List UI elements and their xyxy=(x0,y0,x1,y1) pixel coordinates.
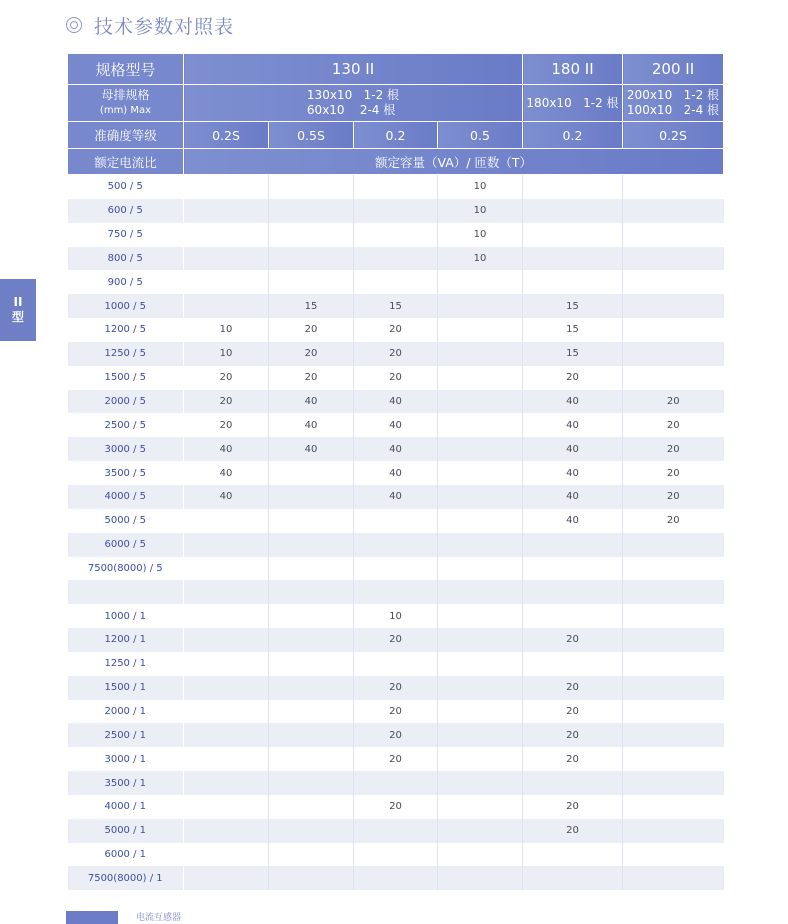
value-cell xyxy=(354,866,438,890)
value-cell: 40 xyxy=(354,485,438,509)
value-cell xyxy=(438,700,523,724)
value-cell xyxy=(623,557,724,581)
value-cell xyxy=(438,580,523,604)
value-cell: 15 xyxy=(523,342,623,366)
ratio-cell: 1250 / 5 xyxy=(68,342,184,366)
table-row xyxy=(68,628,724,652)
value-cell xyxy=(623,223,724,247)
table-row xyxy=(68,437,724,461)
value-cell xyxy=(438,509,523,533)
value-cell xyxy=(184,223,269,247)
value-cell xyxy=(184,509,269,533)
value-cell xyxy=(523,843,623,867)
value-cell: 40 xyxy=(523,437,623,461)
value-cell xyxy=(269,461,354,485)
ratio-cell: 7500(8000) / 1 xyxy=(68,866,184,890)
table-row xyxy=(68,509,724,533)
table-row xyxy=(68,652,724,676)
ratio-cell: 800 / 5 xyxy=(68,247,184,271)
busbar-label-cell xyxy=(68,85,184,122)
table-row xyxy=(68,843,724,867)
value-cell xyxy=(438,342,523,366)
value-cell xyxy=(523,580,623,604)
table-body xyxy=(68,175,724,891)
value-cell xyxy=(184,270,269,294)
value-cell xyxy=(438,270,523,294)
value-cell xyxy=(269,223,354,247)
value-cell xyxy=(269,866,354,890)
value-cell xyxy=(269,604,354,628)
value-cell xyxy=(623,342,724,366)
value-cell xyxy=(184,557,269,581)
table-row xyxy=(68,557,724,581)
ratio-cell: 2500 / 5 xyxy=(68,413,184,437)
value-cell: 20 xyxy=(354,342,438,366)
ratio-cell: 3000 / 5 xyxy=(68,437,184,461)
value-cell xyxy=(523,533,623,557)
value-cell: 20 xyxy=(523,676,623,700)
table-row xyxy=(68,700,724,724)
value-cell xyxy=(523,247,623,271)
value-cell xyxy=(623,366,724,390)
accuracy-class: 0.2 xyxy=(354,122,438,149)
accuracy-class: 0.2S xyxy=(184,122,269,149)
value-cell xyxy=(438,485,523,509)
value-cell xyxy=(269,819,354,843)
value-cell xyxy=(523,270,623,294)
value-cell: 20 xyxy=(623,390,724,414)
page-title-text: 技术参数对照表 xyxy=(94,15,235,38)
ratio-cell: 1500 / 1 xyxy=(68,676,184,700)
value-cell: 20 xyxy=(354,723,438,747)
value-cell xyxy=(438,461,523,485)
value-cell: 20 xyxy=(523,366,623,390)
value-cell xyxy=(623,318,724,342)
ratio-cell: 3500 / 1 xyxy=(68,771,184,795)
value-cell: 20 xyxy=(623,413,724,437)
value-cell xyxy=(354,533,438,557)
ratio-cell: 4000 / 5 xyxy=(68,485,184,509)
value-cell: 10 xyxy=(438,199,523,223)
busbar-label: 母排规格 xyxy=(101,88,150,102)
header-row-model xyxy=(68,54,724,85)
value-cell xyxy=(269,270,354,294)
value-cell: 20 xyxy=(354,795,438,819)
value-cell: 20 xyxy=(269,318,354,342)
model-200: 200 II xyxy=(623,54,724,85)
value-cell xyxy=(438,604,523,628)
value-cell: 20 xyxy=(623,461,724,485)
value-cell xyxy=(354,270,438,294)
value-cell xyxy=(623,700,724,724)
value-cell xyxy=(523,866,623,890)
table-row xyxy=(68,294,724,318)
value-cell xyxy=(269,652,354,676)
value-cell xyxy=(354,247,438,271)
value-cell: 10 xyxy=(438,247,523,271)
table-row xyxy=(68,533,724,557)
value-cell: 40 xyxy=(184,485,269,509)
value-cell xyxy=(269,795,354,819)
ratio-cell: 7500(8000) / 5 xyxy=(68,557,184,581)
accuracy-class: 0.5 xyxy=(438,122,523,149)
value-cell xyxy=(269,723,354,747)
value-cell xyxy=(354,175,438,199)
value-cell: 15 xyxy=(269,294,354,318)
header-row-accuracy xyxy=(68,122,724,149)
value-cell xyxy=(623,771,724,795)
value-cell: 40 xyxy=(354,390,438,414)
side-tab xyxy=(0,279,36,341)
value-cell: 20 xyxy=(184,366,269,390)
value-cell: 40 xyxy=(184,461,269,485)
ratio-cell: 6000 / 5 xyxy=(68,533,184,557)
value-cell xyxy=(438,557,523,581)
value-cell xyxy=(438,795,523,819)
value-cell: 40 xyxy=(523,413,623,437)
value-cell xyxy=(184,604,269,628)
value-cell xyxy=(184,652,269,676)
ratio-cell: 6000 / 1 xyxy=(68,843,184,867)
value-cell xyxy=(354,199,438,223)
value-cell xyxy=(438,843,523,867)
ratio-cell: 1500 / 5 xyxy=(68,366,184,390)
value-cell xyxy=(623,270,724,294)
value-cell xyxy=(438,318,523,342)
value-cell xyxy=(438,533,523,557)
ratio-cell: 3500 / 5 xyxy=(68,461,184,485)
side-tab-type: 型 xyxy=(11,310,24,324)
value-cell: 20 xyxy=(354,700,438,724)
value-cell: 20 xyxy=(523,628,623,652)
accuracy-class: 0.2S xyxy=(623,122,724,149)
value-cell xyxy=(184,247,269,271)
value-cell: 20 xyxy=(354,318,438,342)
ratio-cell: 1000 / 1 xyxy=(68,604,184,628)
table-row xyxy=(68,342,724,366)
table-row xyxy=(68,223,724,247)
value-cell xyxy=(184,843,269,867)
value-cell xyxy=(269,843,354,867)
value-cell xyxy=(184,175,269,199)
value-cell xyxy=(438,294,523,318)
value-cell xyxy=(623,533,724,557)
busbar-200-cell xyxy=(623,85,724,122)
table-row xyxy=(68,866,724,890)
value-cell: 20 xyxy=(184,413,269,437)
busbar-130: 130x10 1-2 根 60x10 2-4 根 xyxy=(306,88,400,117)
value-cell xyxy=(623,652,724,676)
value-cell xyxy=(623,843,724,867)
value-cell xyxy=(354,557,438,581)
value-cell: 40 xyxy=(354,413,438,437)
ratio-cell: 500 / 5 xyxy=(68,175,184,199)
value-cell: 15 xyxy=(354,294,438,318)
value-cell: 20 xyxy=(523,819,623,843)
table-row xyxy=(68,413,724,437)
side-tab-roman: II xyxy=(13,295,23,309)
value-cell: 10 xyxy=(438,223,523,247)
value-cell: 20 xyxy=(354,747,438,771)
value-cell xyxy=(523,771,623,795)
value-cell: 40 xyxy=(184,437,269,461)
value-cell xyxy=(184,771,269,795)
value-cell xyxy=(623,676,724,700)
value-cell xyxy=(523,557,623,581)
header-row-busbar xyxy=(68,85,724,122)
ratio-cell: 2500 / 1 xyxy=(68,723,184,747)
value-cell: 40 xyxy=(523,509,623,533)
table-row xyxy=(68,580,724,604)
busbar-130-cell xyxy=(184,85,523,122)
ratio-cell: 900 / 5 xyxy=(68,270,184,294)
value-cell: 40 xyxy=(523,485,623,509)
value-cell: 20 xyxy=(354,676,438,700)
table-row xyxy=(68,199,724,223)
footer-text: 电流互感器 xyxy=(136,913,182,923)
value-cell: 20 xyxy=(523,700,623,724)
value-cell xyxy=(354,580,438,604)
value-cell: 10 xyxy=(184,318,269,342)
value-cell xyxy=(438,747,523,771)
value-cell xyxy=(438,366,523,390)
ratio-cell: 5000 / 5 xyxy=(68,509,184,533)
value-cell: 20 xyxy=(269,342,354,366)
value-cell xyxy=(269,509,354,533)
accuracy-class: 0.5S xyxy=(269,122,354,149)
value-cell xyxy=(269,199,354,223)
value-cell xyxy=(623,199,724,223)
ratio-cell: 2000 / 1 xyxy=(68,700,184,724)
value-cell xyxy=(438,723,523,747)
value-cell: 20 xyxy=(184,390,269,414)
value-cell xyxy=(184,628,269,652)
spec-table xyxy=(67,53,724,890)
accuracy-label: 准确度等级 xyxy=(68,122,184,149)
value-cell xyxy=(269,557,354,581)
value-cell xyxy=(354,652,438,676)
value-cell xyxy=(438,771,523,795)
page-title xyxy=(66,12,234,38)
value-cell xyxy=(523,199,623,223)
value-cell: 15 xyxy=(523,318,623,342)
model-label: 规格型号 xyxy=(68,54,184,85)
value-cell xyxy=(184,747,269,771)
table-row xyxy=(68,175,724,199)
value-cell: 10 xyxy=(184,342,269,366)
value-cell xyxy=(438,676,523,700)
value-cell xyxy=(269,485,354,509)
value-cell xyxy=(354,509,438,533)
model-130: 130 II xyxy=(184,54,523,85)
table-row xyxy=(68,604,724,628)
value-cell xyxy=(623,723,724,747)
value-cell xyxy=(523,223,623,247)
model-180: 180 II xyxy=(523,54,623,85)
value-cell xyxy=(623,795,724,819)
table-row xyxy=(68,366,724,390)
table-row xyxy=(68,723,724,747)
value-cell xyxy=(269,700,354,724)
value-cell xyxy=(438,437,523,461)
value-cell xyxy=(269,628,354,652)
value-cell xyxy=(523,175,623,199)
ratio-cell: 5000 / 1 xyxy=(68,819,184,843)
table-row xyxy=(68,795,724,819)
ratio-cell: 2000 / 5 xyxy=(68,390,184,414)
value-cell: 10 xyxy=(354,604,438,628)
value-cell: 15 xyxy=(523,294,623,318)
value-cell xyxy=(184,580,269,604)
value-cell: 20 xyxy=(354,366,438,390)
value-cell xyxy=(184,533,269,557)
value-cell xyxy=(623,747,724,771)
value-cell xyxy=(184,294,269,318)
value-cell xyxy=(438,390,523,414)
value-cell: 40 xyxy=(523,461,623,485)
value-cell: 20 xyxy=(269,366,354,390)
value-cell xyxy=(523,652,623,676)
value-cell xyxy=(184,819,269,843)
value-cell xyxy=(623,604,724,628)
table-row xyxy=(68,390,724,414)
value-cell: 40 xyxy=(269,390,354,414)
ratio-cell: 750 / 5 xyxy=(68,223,184,247)
value-cell xyxy=(438,413,523,437)
value-cell xyxy=(438,628,523,652)
busbar-180-cell xyxy=(523,85,623,122)
value-cell: 20 xyxy=(523,747,623,771)
value-cell: 40 xyxy=(354,437,438,461)
value-cell xyxy=(184,700,269,724)
value-cell xyxy=(354,223,438,247)
value-cell xyxy=(438,819,523,843)
table-row xyxy=(68,485,724,509)
value-cell xyxy=(184,723,269,747)
value-cell xyxy=(184,866,269,890)
double-circle-icon xyxy=(66,17,82,33)
table-row xyxy=(68,771,724,795)
table-row xyxy=(68,461,724,485)
value-cell xyxy=(623,819,724,843)
ratio-cell: 600 / 5 xyxy=(68,199,184,223)
value-cell: 20 xyxy=(354,628,438,652)
value-cell xyxy=(354,843,438,867)
value-cell: 20 xyxy=(623,485,724,509)
table-row xyxy=(68,819,724,843)
value-cell xyxy=(438,652,523,676)
value-cell xyxy=(623,866,724,890)
value-cell xyxy=(354,819,438,843)
value-cell: 20 xyxy=(523,723,623,747)
value-cell xyxy=(269,533,354,557)
value-cell xyxy=(269,580,354,604)
ratio-cell: 4000 / 1 xyxy=(68,795,184,819)
ratio-cell xyxy=(68,580,184,604)
value-cell xyxy=(184,676,269,700)
value-cell xyxy=(269,175,354,199)
value-cell xyxy=(269,676,354,700)
value-cell: 10 xyxy=(438,175,523,199)
value-cell: 20 xyxy=(623,509,724,533)
footer xyxy=(66,911,181,924)
busbar-200: 200x10 1-2 根 100x10 2-4 根 xyxy=(626,88,720,117)
value-cell: 40 xyxy=(354,461,438,485)
ratio-cell: 1200 / 5 xyxy=(68,318,184,342)
value-cell: 20 xyxy=(623,437,724,461)
value-cell xyxy=(523,604,623,628)
value-cell xyxy=(184,199,269,223)
table-row xyxy=(68,318,724,342)
ratio-label: 额定电流比 xyxy=(68,149,184,175)
busbar-180: 180x10 1-2 根 xyxy=(526,95,619,110)
value-cell xyxy=(269,247,354,271)
busbar-sublabel: (mm) Max xyxy=(99,105,152,116)
ratio-cell: 1250 / 1 xyxy=(68,652,184,676)
value-cell: 40 xyxy=(523,390,623,414)
value-cell: 40 xyxy=(269,413,354,437)
value-cell xyxy=(354,771,438,795)
value-cell xyxy=(269,771,354,795)
header-row-ratio xyxy=(68,149,724,175)
value-cell: 20 xyxy=(523,795,623,819)
value-cell xyxy=(184,795,269,819)
ratio-cell: 1000 / 5 xyxy=(68,294,184,318)
value-cell xyxy=(269,747,354,771)
table-row xyxy=(68,747,724,771)
table-row xyxy=(68,247,724,271)
value-cell xyxy=(623,628,724,652)
value-cell xyxy=(623,580,724,604)
value-cell xyxy=(438,866,523,890)
accuracy-class: 0.2 xyxy=(523,122,623,149)
ratio-cell: 1200 / 1 xyxy=(68,628,184,652)
capacity-label: 额定容量（VA）/ 匝数（T） xyxy=(184,149,724,175)
table-row xyxy=(68,270,724,294)
ratio-cell: 3000 / 1 xyxy=(68,747,184,771)
footer-block xyxy=(66,911,118,924)
value-cell xyxy=(623,247,724,271)
value-cell xyxy=(623,175,724,199)
table-row xyxy=(68,676,724,700)
value-cell xyxy=(623,294,724,318)
value-cell: 40 xyxy=(269,437,354,461)
